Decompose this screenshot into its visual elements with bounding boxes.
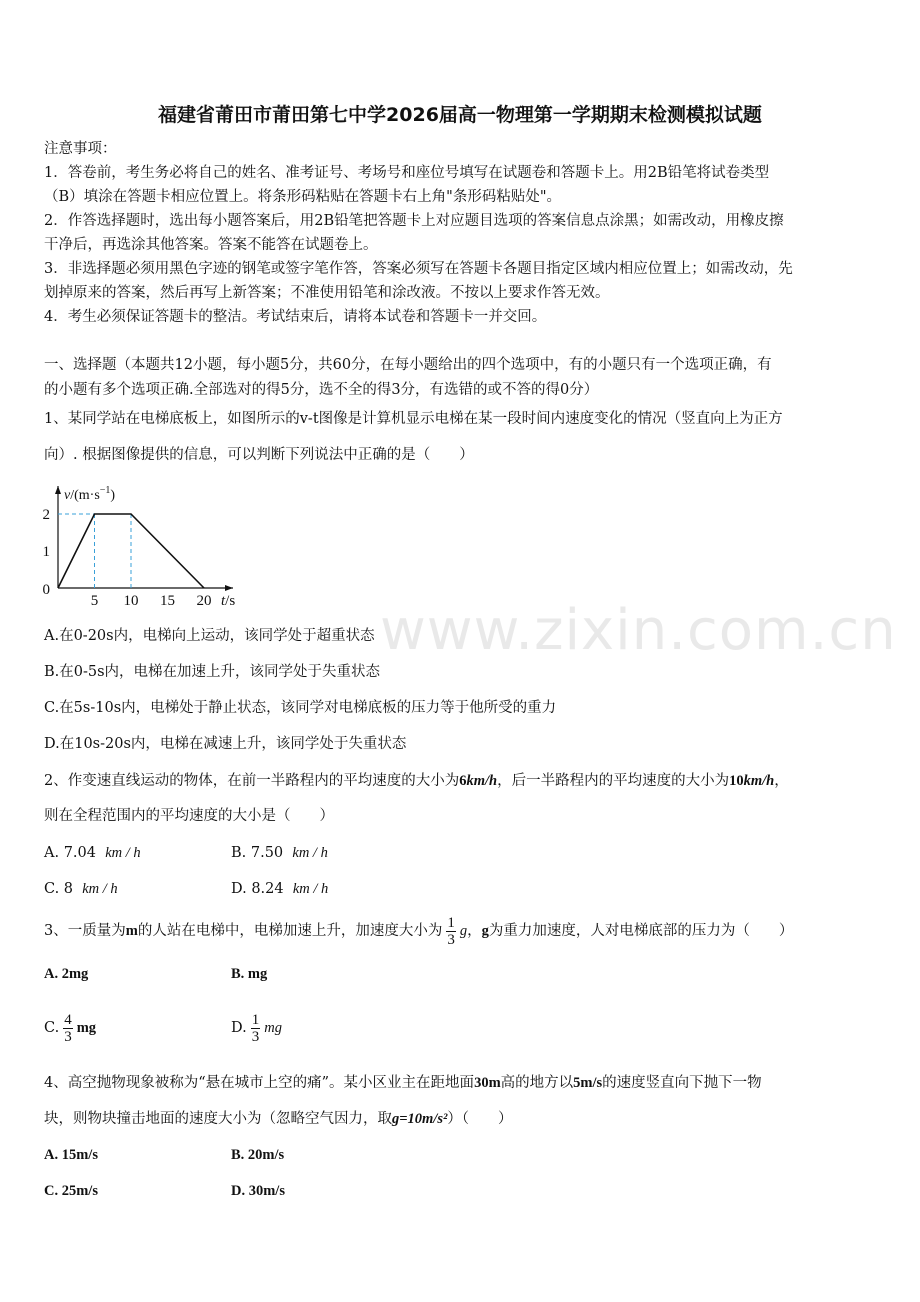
x-tick-label: 10 (123, 593, 139, 609)
q2-option-d[interactable]: D. 8.24 km / h (231, 881, 329, 897)
q2-option-b[interactable]: B. 7.50 km / h (231, 845, 328, 861)
question-4-text: 4、高空抛物现象被称为“悬在城市上空的痛”。某小区业主在距地面30m高的地方以5m/s的速度竖直向下抛下一物 (44, 1075, 762, 1091)
q4-option-a[interactable]: A. 15m/s (44, 1147, 98, 1163)
origin-label: 0 (42, 582, 50, 598)
q4-option-c[interactable]: C. 25m/s (44, 1183, 98, 1199)
section-heading: 的小题有多个选项正确.全部选对的得5分，选不全的得3分，有选错的或不答的得0分） (44, 382, 599, 398)
question-2-text: 则在全程范围内的平均速度的大小是（ ） (44, 808, 334, 824)
y-tick-label: 2 (42, 507, 50, 523)
x-tick-label: 5 (90, 593, 99, 609)
notice-line: （B）填涂在答题卡相应位置上。将条形码粘贴在答题卡右上角"条形码粘贴处"。 (44, 189, 561, 205)
q3-option-d[interactable]: D. $\frac{1}{3}$ mg (231, 1011, 282, 1045)
notice-line: 2．作答选择题时，选出每小题答案后，用2B铅笔把答题卡上对应题目选项的答案信息点涂黑；如需改动，用橡皮擦 (44, 213, 784, 229)
question-4-text: 块，则物块撞击地面的速度大小为（忽略空气因力，取g=10m/s²）（ ） (44, 1111, 513, 1127)
question-3-text: 3、一质量为m的人站在电梯中，电梯加速上升，加速度大小为 $\frac{1}{3}$ g，g为重力加速度，人对电梯底部的压力为（ ） (44, 914, 794, 948)
q1-option-a[interactable]: A.在0-20s内，电梯向上运动，该同学处于超重状态 (44, 628, 375, 644)
q2-option-a[interactable]: A. 7.04 km / h (44, 845, 141, 861)
q3-option-a[interactable]: A. 2mg (44, 966, 89, 982)
x-tick-label: 20 (196, 593, 212, 609)
notice-line: 干净后，再选涂其他答案。答案不能答在试题卷上。 (44, 237, 378, 253)
notice-line: 1．答卷前，考生务必将自己的姓名、准考证号、考场号和座位号填写在试题卷和答题卡上。用2B铅笔将试卷类型 (44, 165, 770, 181)
q2-option-c[interactable]: C. 8 km / h (44, 881, 118, 897)
x-axis-label: t/s (221, 593, 236, 609)
page-title: 福建省莆田市莆田第七中学2026届高一物理第一学期期末检测模拟试题 (158, 104, 762, 126)
y-tick-label: 1 (42, 544, 50, 560)
section-heading: 一、选择题（本题共12小题，每小题5分，共60分，在每小题给出的四个选项中，有的小题只有一个选项正确，有 (44, 357, 772, 373)
q1-option-c[interactable]: C.在5s-10s内，电梯处于静止状态，该同学对电梯底板的压力等于他所受的重力 (44, 700, 557, 716)
q1-option-b[interactable]: B.在0-5s内，电梯在加速上升，该同学处于失重状态 (44, 664, 381, 680)
notice-line: 4．考生必须保证答题卡的整洁。考试结束后，请将本试卷和答题卡一并交回。 (44, 309, 547, 325)
x-axis-arrow (225, 585, 233, 591)
q4-option-b[interactable]: B. 20m/s (231, 1147, 285, 1163)
q1-option-d[interactable]: D.在10s-20s内，电梯在减速上升，该同学处于失重状态 (44, 736, 407, 752)
notice-heading: 注意事项： (44, 141, 117, 157)
question-1-text: 1、某同学站在电梯底板上，如图所示的v-t图像是计算机显示电梯在某一段时间内速度变化的情况（竖直向上为正方 (44, 411, 783, 427)
y-axis-arrow (55, 486, 61, 494)
x-tick-label: 15 (160, 593, 175, 609)
fraction: $\frac{1}{3}$ (447, 914, 455, 948)
q3-option-b[interactable]: B. mg (231, 966, 268, 982)
notice-line: 划掉原来的答案，然后再写上新答案；不准使用铅笔和涂改液。不按以上要求作答无效。 (44, 285, 610, 301)
vt-chart (40, 478, 250, 610)
y-axis-label: $v/(m\cdot s^{-1})$ (64, 485, 116, 503)
question-2-text: 2、作变速直线运动的物体，在前一半路程内的平均速度的大小为6km/h，后一半路程内的平均速度的大小为10km/h， (44, 773, 789, 789)
q4-option-d[interactable]: D. 30m/s (231, 1183, 285, 1199)
notice-line: 3．非选择题必须用黑色字迹的钢笔或签字笔作答，答案必须写在答题卡各题目指定区域内相应位置上；如需改动，先 (44, 261, 793, 277)
question-1-text: 向）. 根据图像提供的信息，可以判断下列说法中正确的是（ ） (44, 447, 474, 463)
q3-option-c[interactable]: C. $\frac{4}{3}$ mg (44, 1011, 97, 1045)
watermark: www.zixin.com.cn (380, 598, 897, 663)
